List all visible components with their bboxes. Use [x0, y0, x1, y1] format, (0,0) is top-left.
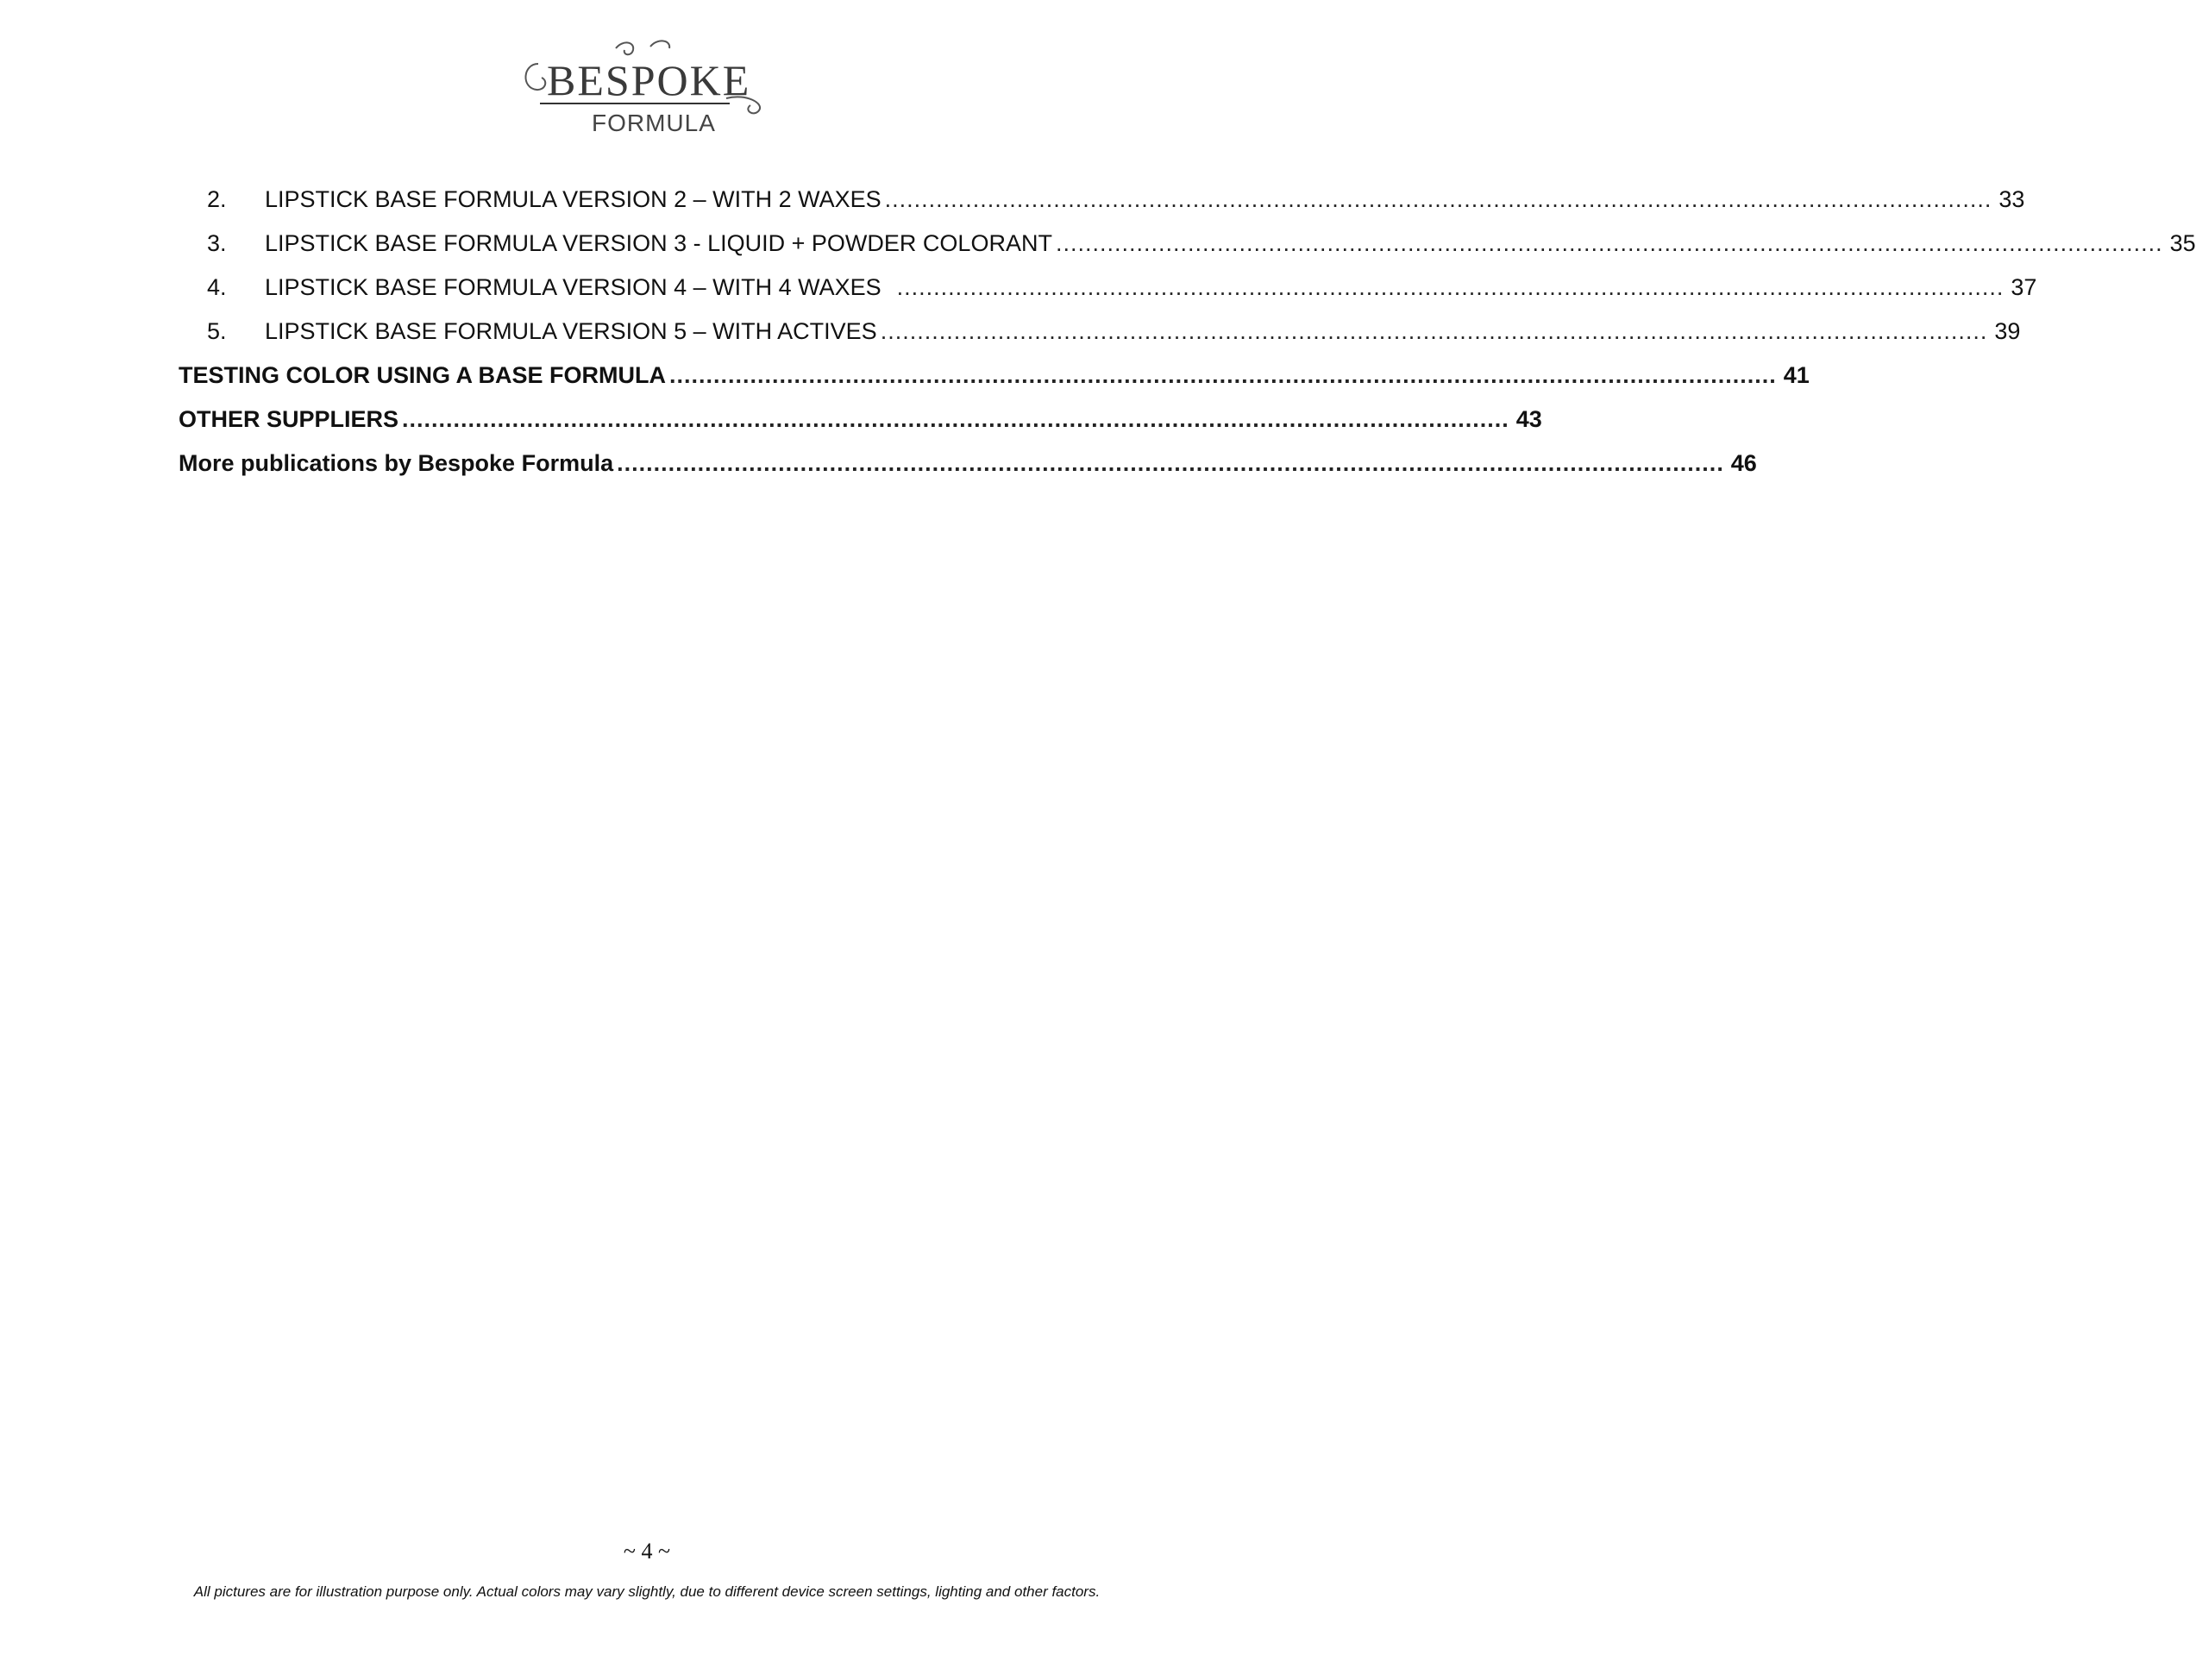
- bespoke-logo-graphic: [514, 38, 781, 141]
- svg-text:FORMULA: FORMULA: [592, 110, 716, 136]
- toc-leader-dots: .......................................................................................................................................................: [880, 318, 1988, 344]
- toc-entry[interactable]: [179, 398, 1542, 442]
- toc-leader-dots: .......................................................................................................................................................: [1055, 230, 2163, 256]
- toc-entry[interactable]: [179, 442, 1757, 486]
- toc-entry-number: 5.: [207, 318, 227, 344]
- toc-entry-title: TESTING COLOR USING A BASE FORMULA: [179, 362, 666, 388]
- toc-entry-title: OTHER SUPPLIERS: [179, 406, 399, 432]
- toc-leader-dots: .......................................................................................................................................................: [884, 186, 1992, 212]
- page-number: ~ 4 ~: [623, 1539, 671, 1564]
- toc-entry-number: 2.: [207, 186, 227, 212]
- toc-leader-dots: .......................................................................................................................................................: [402, 406, 1509, 432]
- toc-entry[interactable]: [179, 222, 2196, 266]
- toc-entry-page: 33: [1998, 186, 2025, 212]
- toc-entry-title: More publications by Bespoke Formula: [179, 450, 614, 476]
- toc-entry[interactable]: [179, 354, 1810, 398]
- table-of-contents: [179, 178, 2196, 486]
- footer-disclaimer: All pictures are for illustration purpose only. Actual colors may vary slightly, due to different device screen settings, lighting and other factors.: [193, 1583, 1101, 1600]
- toc-entry-page: 41: [1783, 362, 1810, 388]
- toc-leader-dots: .......................................................................................................................................................: [896, 274, 2005, 300]
- brand-logo: [514, 38, 781, 141]
- toc-entry-title: LIPSTICK BASE FORMULA VERSION 3 - LIQUID + POWDER COLORANT: [265, 230, 1052, 256]
- toc-entry[interactable]: [179, 178, 2025, 222]
- toc-entry-page: 46: [1730, 450, 1757, 476]
- toc-leader-dots: .......................................................................................................................................................: [617, 450, 1724, 476]
- toc-entry-number: 3.: [207, 230, 227, 256]
- toc-entry-title: LIPSTICK BASE FORMULA VERSION 2 – WITH 2 WAXES: [265, 186, 882, 212]
- toc-entry-page: 43: [1515, 406, 1542, 432]
- svg-text:BESPOKE: BESPOKE: [547, 56, 751, 104]
- toc-entry-page: 35: [2169, 230, 2196, 256]
- toc-entry[interactable]: [179, 310, 2021, 354]
- toc-entry-page: 37: [2011, 274, 2037, 300]
- toc-leader-dots: .......................................................................................................................................................: [669, 362, 1777, 388]
- toc-entry[interactable]: [179, 266, 2037, 310]
- toc-entry-number: 4.: [207, 274, 227, 300]
- toc-entry-page: 39: [1994, 318, 2021, 344]
- toc-entry-title: LIPSTICK BASE FORMULA VERSION 4 – WITH 4 WAXES: [265, 274, 882, 300]
- toc-entry-title: LIPSTICK BASE FORMULA VERSION 5 – WITH ACTIVES: [265, 318, 877, 344]
